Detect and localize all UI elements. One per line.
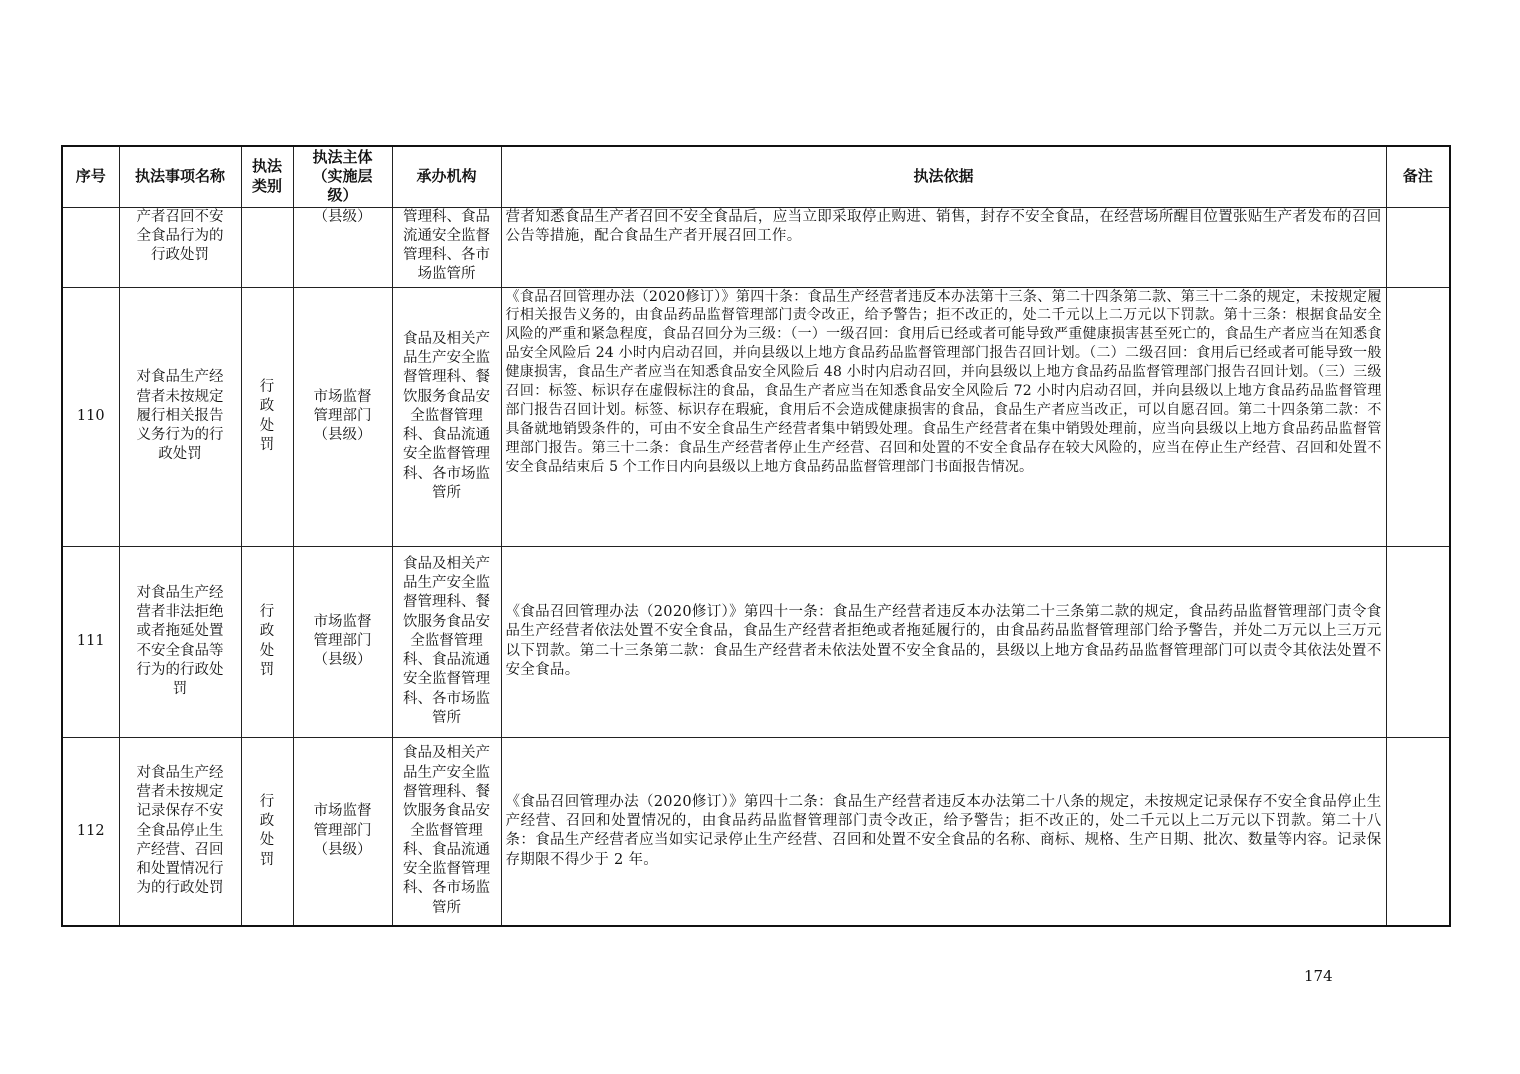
row-seq: 112 — [62, 737, 119, 926]
row-category — [241, 207, 293, 287]
row-note — [1386, 287, 1450, 546]
row-note — [1386, 207, 1450, 287]
table-header-row — [62, 146, 1450, 207]
row-seq — [62, 207, 119, 287]
row-org: 管理科、食品流通安全监督管理科、各市场监管所 — [392, 207, 501, 287]
row-note — [1386, 546, 1450, 737]
table-row — [62, 546, 1450, 737]
table-row — [62, 287, 1450, 546]
row-subject: 市场监督管理部门（县级） — [293, 287, 392, 546]
row-basis: 《食品召回管理办法（2020修订）》第四十条：食品生产经营者违反本办法第十三条、第二十四条第二款、第三十二条的规定，未按规定履行相关报告义务的，由食品药品监督管理部门责令改正，给予警告；拒不改正的，处二千元以上二万元以下罚款。第十三条：根据食品安全风险的严重和紧急程度，食品召回分为三级：（一）一级召回：食用后已经或者可能导致严重健康损害甚至死亡的，食品生产者应当在知悉食品安全风险后 24 小时内启动召回，并向县级以上地方食品药品监督管理部门报告召回计划。（二）二级召回：食用后已经或者可能导致一般健康损害，食品生产者应当在知悉食品安全风险后 48 小时内启动召回，并向县级以上地方食品药品监督管理部门报告召回计划。（三）三级召回：标签、标识存在虚假标注的食品，食品生产者应当在知悉食品安全风险后 72 小时内启动召回，并向县级以上地方食品药品监督管理部门报告召回计划。标签、标识存在瑕疵，食用后不会造成健康损害的食品，食品生产者应当改正，可以自愿召回。第二十四条第二款：不具备就地销毁条件的，可由不安全食品生产经营者集中销毁处理。食品生产经营者在集中销毁处理前，应当向县级以上地方食品药品监督管理部门报告。第三十二条：食品生产经营者停止生产经营、召回和处置的不安全食品存在较大风险的，应当在停止生产经营、召回和处置不安全食品结束后 5 个工作日内向县级以上地方食品药品监督管理部门书面报告情况。 — [501, 287, 1386, 546]
table-row — [62, 207, 1450, 287]
row-seq: 110 — [62, 287, 119, 546]
row-item: 对食品生产经营者未按规定履行相关报告义务行为的行政处罚 — [119, 287, 241, 546]
header-seq: 序号 — [62, 146, 119, 207]
row-category: 行政处罚 — [241, 546, 293, 737]
row-org: 食品及相关产品生产安全监督管理科、餐饮服务食品安全监督管理科、食品流通安全监督管理科、各市场监管所 — [392, 287, 501, 546]
row-note — [1386, 737, 1450, 926]
table-row — [62, 737, 1450, 926]
row-subject: 市场监督管理部门（县级） — [293, 546, 392, 737]
row-item: 产者召回不安全食品行为的行政处罚 — [119, 207, 241, 287]
header-basis: 执法依据 — [501, 146, 1386, 207]
row-item: 对食品生产经营者非法拒绝或者拖延处置不安全食品等行为的行政处罚 — [119, 546, 241, 737]
header-category: 执法类别 — [241, 146, 293, 207]
row-subject: （县级） — [293, 207, 392, 287]
row-item: 对食品生产经营者未按规定记录保存不安全食品停止生产经营、召回和处置情况行为的行政处罚 — [119, 737, 241, 926]
enforcement-table — [61, 145, 1451, 927]
row-basis: 《食品召回管理办法（2020修订）》第四十二条：食品生产经营者违反本办法第二十八条的规定，未按规定记录保存不安全食品停止生产经营、召回和处置情况的，由食品药品监督管理部门责令改正，给予警告；拒不改正的，处二千元以上二万元以下罚款。第二十八条：食品生产经营者应当如实记录停止生产经营、召回和处置不安全食品的名称、商标、规格、生产日期、批次、数量等内容。记录保存期限不得少于 2 年。 — [501, 737, 1386, 926]
row-basis: 营者知悉食品生产者召回不安全食品后，应当立即采取停止购进、销售，封存不安全食品，在经营场所醒目位置张贴生产者发布的召回公告等措施，配合食品生产者开展召回工作。 — [501, 207, 1386, 287]
header-org: 承办机构 — [392, 146, 501, 207]
row-subject: 市场监督管理部门（县级） — [293, 737, 392, 926]
row-org: 食品及相关产品生产安全监督管理科、餐饮服务食品安全监督管理科、食品流通安全监督管理科、各市场监管所 — [392, 546, 501, 737]
row-category: 行政处罚 — [241, 737, 293, 926]
page-number: 174 — [1304, 967, 1333, 985]
row-org: 食品及相关产品生产安全监督管理科、餐饮服务食品安全监督管理科、食品流通安全监督管理科、各市场监管所 — [392, 737, 501, 926]
header-subject: 执法主体（实施层级） — [293, 146, 392, 207]
row-seq: 111 — [62, 546, 119, 737]
row-category: 行政处罚 — [241, 287, 293, 546]
row-basis: 《食品召回管理办法（2020修订）》第四十一条：食品生产经营者违反本办法第二十三条第二款的规定，食品药品监督管理部门责令食品生产经营者依法处置不安全食品，食品生产经营者拒绝或者拖延履行的，由食品药品监督管理部门给予警告，并处二万元以上三万元以下罚款。第二十三条第二款：食品生产经营者未依法处置不安全食品的，县级以上地方食品药品监督管理部门可以责令其依法处置不安全食品。 — [501, 546, 1386, 737]
header-item: 执法事项名称 — [119, 146, 241, 207]
header-note: 备注 — [1386, 146, 1450, 207]
